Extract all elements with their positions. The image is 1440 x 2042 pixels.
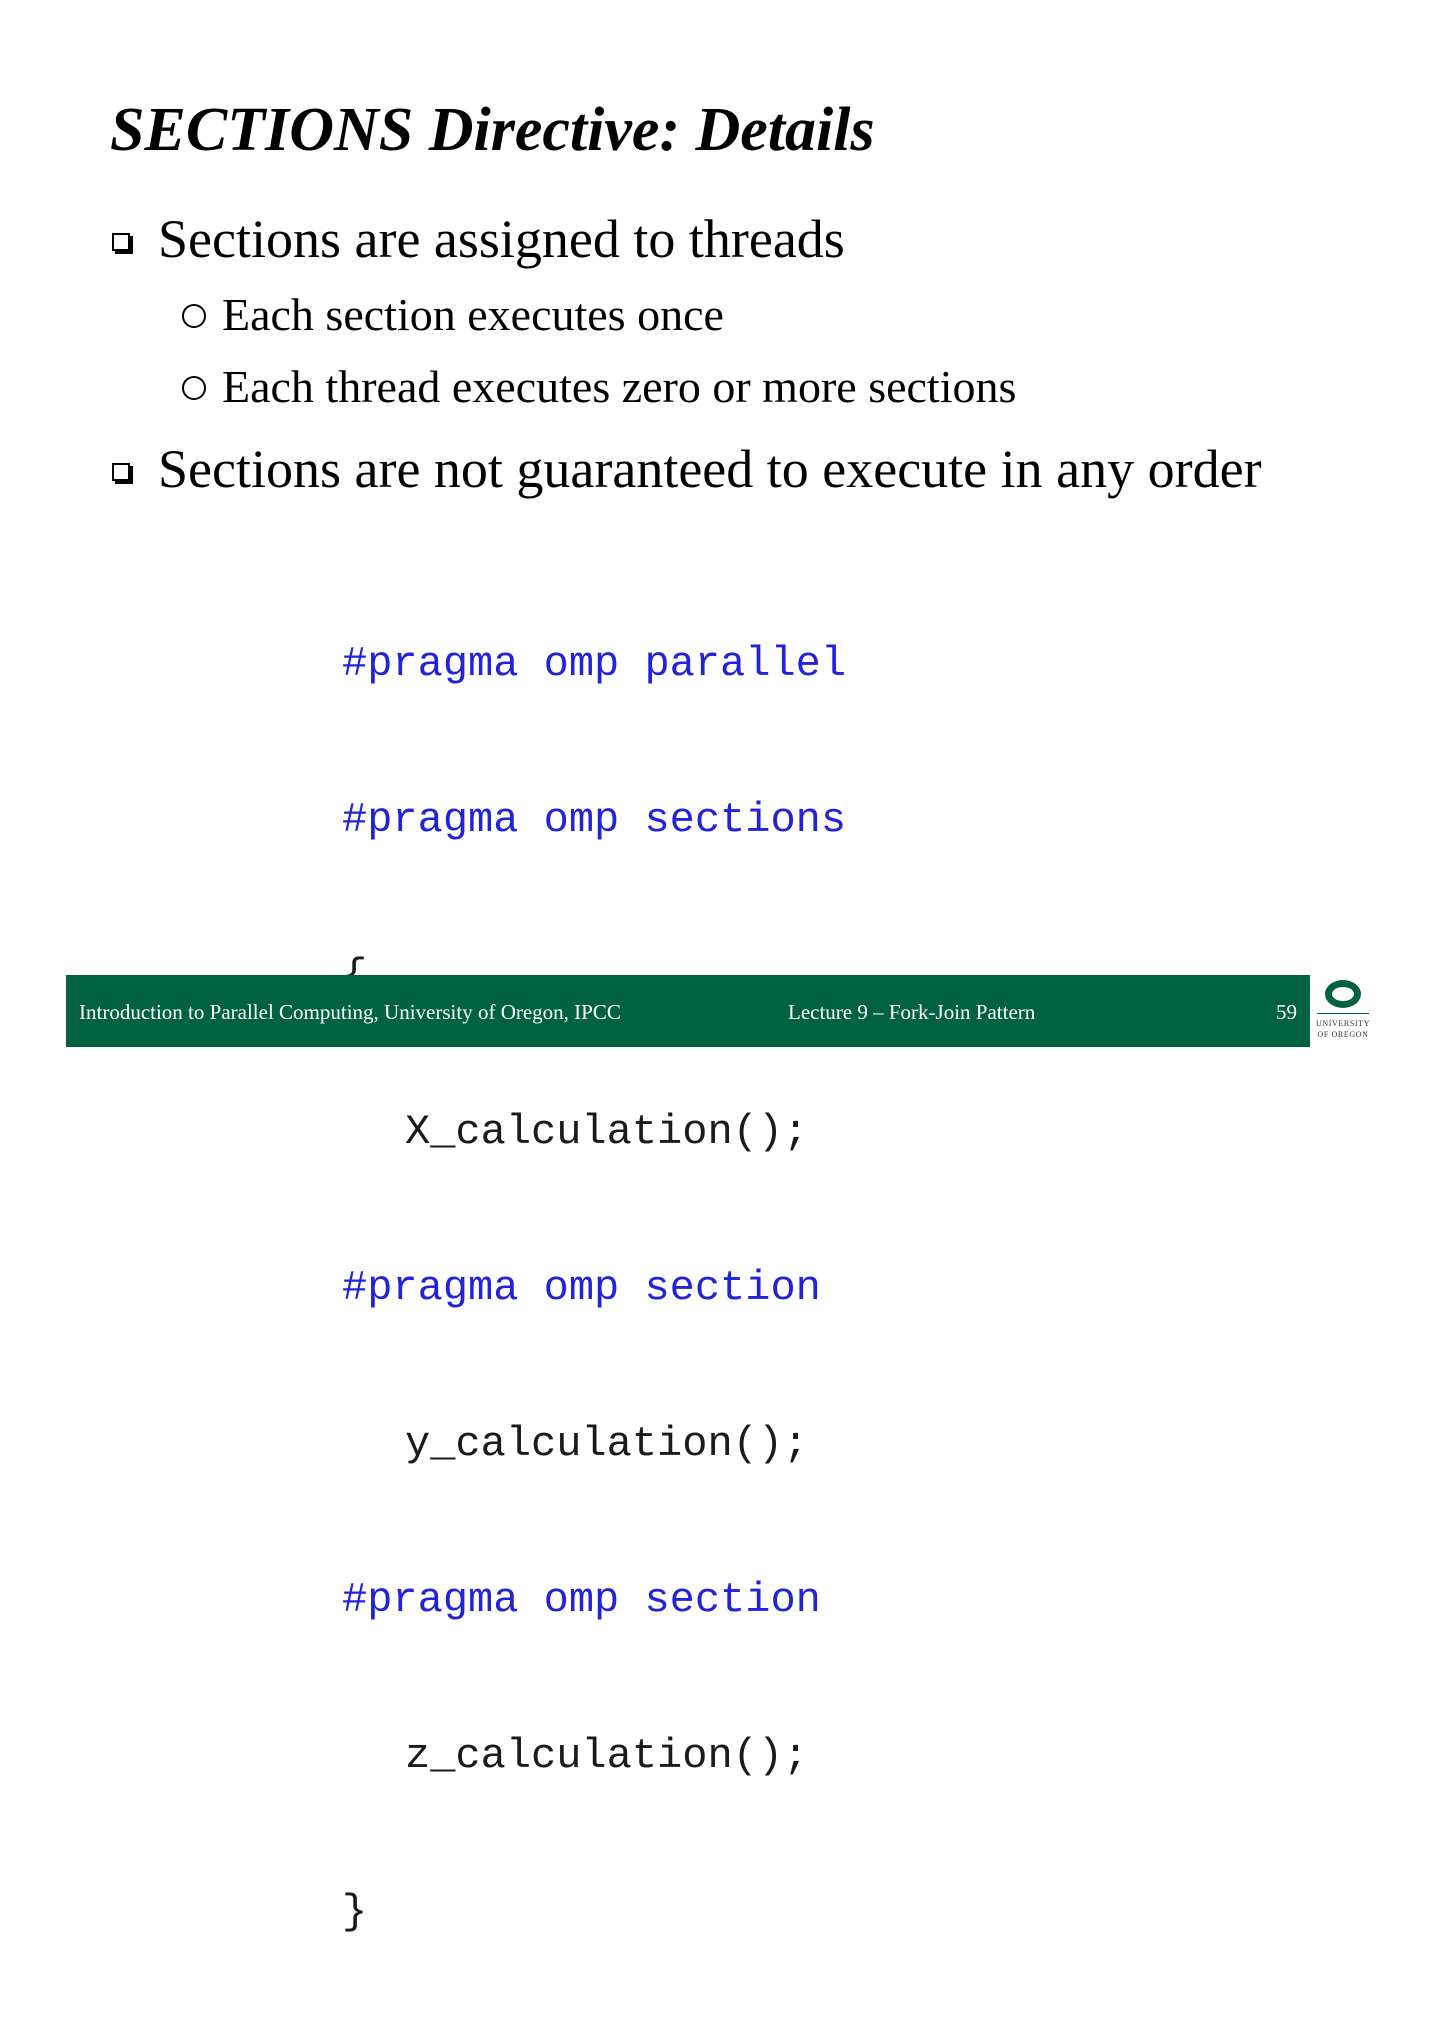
code-line: z_calculation(); <box>405 1732 809 1780</box>
logo-text-line1: UNIVERSITY <box>1316 1019 1370 1028</box>
code-block <box>342 534 846 2042</box>
o-logo-icon <box>1325 980 1361 1008</box>
circle-bullet-icon <box>182 376 206 400</box>
logo-divider <box>1317 1013 1369 1014</box>
university-logo <box>1312 976 1374 1048</box>
footer-lecture: Lecture 9 – Fork-Join Pattern <box>788 1000 1036 1024</box>
bullet-level2 <box>182 290 724 341</box>
bullet-text: Each thread executes zero or more sections <box>222 361 1017 412</box>
code-line: #pragma omp parallel <box>342 640 847 688</box>
page-number: 59 <box>1276 1000 1297 1024</box>
code-line: y_calculation(); <box>405 1420 809 1468</box>
square-bullet-icon <box>112 233 130 251</box>
code-line: X_calculation(); <box>405 1108 809 1156</box>
bullet-text: Each section executes once <box>222 289 724 340</box>
footer-bar <box>66 975 1310 1047</box>
bullet-text: Sections are not guaranteed to execute in any order <box>158 439 1262 499</box>
bullet-level1 <box>112 440 1262 499</box>
circle-bullet-icon <box>182 304 206 328</box>
square-bullet-icon <box>112 463 130 481</box>
code-line: #pragma omp section <box>342 1264 821 1312</box>
logo-text-line2: OF OREGON <box>1317 1030 1369 1039</box>
bullet-level2 <box>182 362 1016 413</box>
code-line: #pragma omp section <box>342 1576 821 1624</box>
slide-title: SECTIONS Directive: Details <box>110 96 875 164</box>
code-line: } <box>342 1888 368 1936</box>
bullet-level1 <box>112 210 845 269</box>
code-line: #pragma omp sections <box>342 796 847 844</box>
bullet-text: Sections are assigned to threads <box>158 209 845 269</box>
footer-course: Introduction to Parallel Computing, University of Oregon, IPCC <box>79 1000 621 1024</box>
